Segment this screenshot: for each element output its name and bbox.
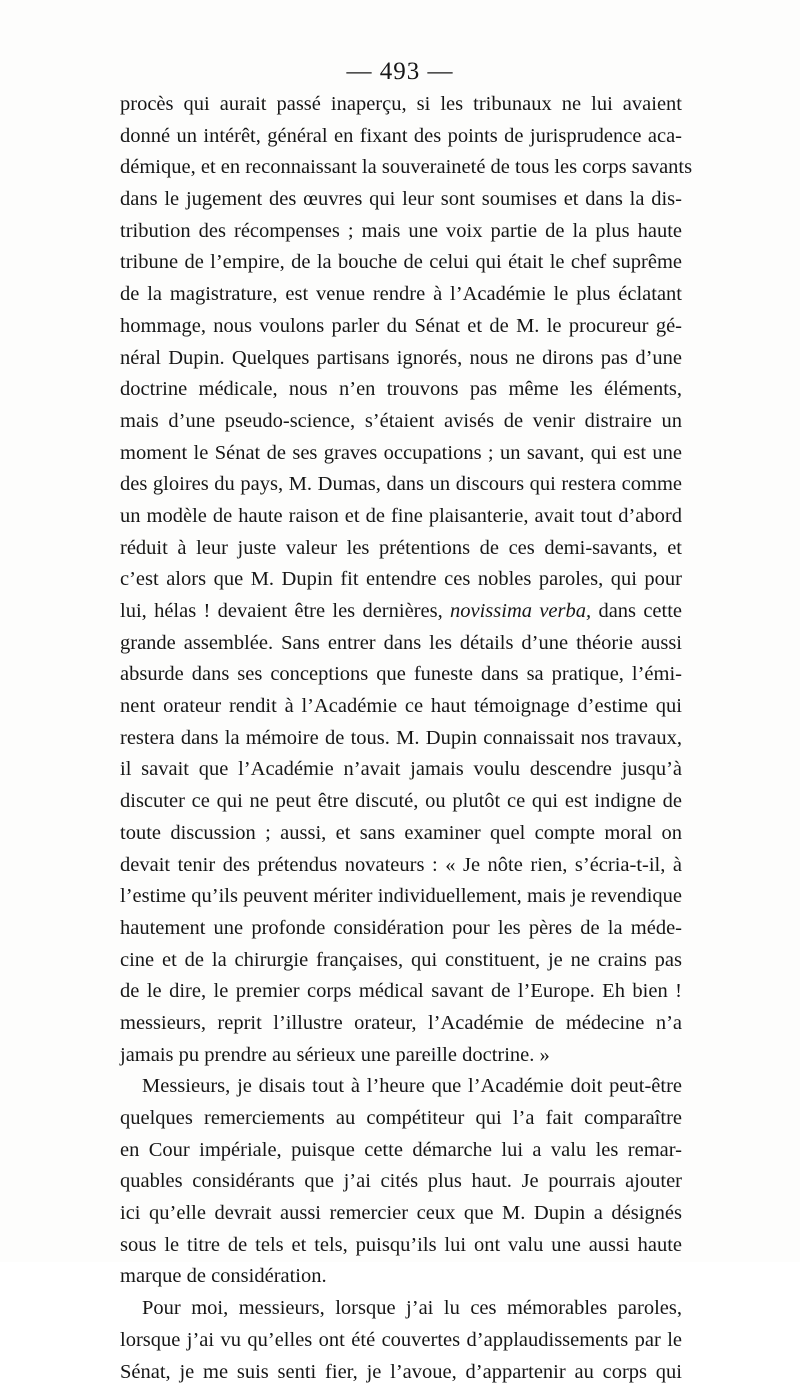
text-line: un modèle de haute raison et de fine plaisanterie, avait tout d’abord bbox=[120, 501, 682, 533]
text-line: mais d’une pseudo-science, s’étaient avisés de venir distraire un bbox=[120, 406, 682, 438]
text-line: donné un intérêt, général en fixant des points de jurisprudence aca- bbox=[120, 121, 682, 153]
text-line: toute discussion ; aussi, et sans examiner quel compte moral on bbox=[120, 818, 682, 850]
text-line: hommage, nous voulons parler du Sénat et de M. le procureur gé- bbox=[120, 311, 682, 343]
text-line-with-italic bbox=[120, 596, 682, 628]
text-line: dans le jugement des œuvres qui leur sont soumises et dans la dis- bbox=[120, 184, 682, 216]
text-line: hautement une profonde considération pour les pères de la méde- bbox=[120, 913, 682, 945]
text-segment: lui, hélas ! devaient être les dernières, bbox=[120, 600, 443, 622]
text-line: de le dire, le premier corps médical savant de l’Europe. Eh bien ! bbox=[120, 976, 682, 1008]
text-line: c’est alors que M. Dupin fit entendre ces nobles paroles, qui pour bbox=[120, 564, 682, 596]
paragraph-start-line: Pour moi, messieurs, lorsque j’ai lu ces mémorables paroles, bbox=[120, 1293, 682, 1325]
text-line: restera dans la mémoire de tous. M. Dupin connaissait nos travaux, bbox=[120, 723, 682, 755]
text-line: devait tenir des prétendus novateurs : « Je nôte rien, s’écria-t-il, à bbox=[120, 850, 682, 882]
text-line: démique, et en reconnaissant la souveraineté de tous les corps savants bbox=[120, 152, 682, 184]
text-segment: dans cette bbox=[598, 600, 682, 622]
text-line: quables considérants que j’ai cités plus haut. Je pourrais ajouter bbox=[120, 1166, 682, 1198]
text-line: tribune de l’empire, de la bouche de celui qui était le chef suprême bbox=[120, 247, 682, 279]
text-line: messieurs, reprit l’illustre orateur, l’Académie de médecine n’a bbox=[120, 1008, 682, 1040]
text-line: absurde dans ses conceptions que funeste dans sa pratique, l’émi- bbox=[120, 659, 682, 691]
text-line: nent orateur rendit à l’Académie ce haut témoignage d’estime qui bbox=[120, 691, 682, 723]
text-line: cine et de la chirurgie françaises, qui constituent, je ne crains pas bbox=[120, 945, 682, 977]
text-line: procès qui aurait passé inaperçu, si les tribunaux ne lui avaient bbox=[120, 89, 682, 121]
text-line: de la magistrature, est venue rendre à l’Académie le plus éclatant bbox=[120, 279, 682, 311]
text-line: en Cour impériale, puisque cette démarche lui a valu les remar- bbox=[120, 1135, 682, 1167]
body-text bbox=[120, 89, 682, 1388]
text-line: doctrine médicale, nous n’en trouvons pas même les éléments, bbox=[120, 374, 682, 406]
text-line: tribution des récompenses ; mais une voix partie de la plus haute bbox=[120, 216, 682, 248]
text-line: quelques remerciements au compétiteur qui l’a fait comparaître bbox=[120, 1103, 682, 1135]
text-line: l’estime qu’ils peuvent mériter individuellement, mais je revendique bbox=[120, 881, 682, 913]
text-line: ici qu’elle devrait aussi remercier ceux que M. Dupin a désignés bbox=[120, 1198, 682, 1230]
text-line: néral Dupin. Quelques partisans ignorés, nous ne dirons pas d’une bbox=[120, 343, 682, 375]
text-line: réduit à leur juste valeur les prétentions de ces demi-savants, et bbox=[120, 533, 682, 565]
page-number: — 493 — bbox=[0, 58, 800, 86]
text-line: moment le Sénat de ses graves occupations ; un savant, qui est une bbox=[120, 438, 682, 470]
italic-phrase: novissima verba, bbox=[450, 600, 591, 622]
text-line: Sénat, je me suis senti fier, je l’avoue, d’appartenir au corps qui bbox=[120, 1357, 682, 1388]
text-line: discuter ce qui ne peut être discuté, ou plutôt ce qui est indigne de bbox=[120, 786, 682, 818]
paragraph-start-line: Messieurs, je disais tout à l’heure que l’Académie doit peut-être bbox=[120, 1071, 682, 1103]
text-line: jamais pu prendre au sérieux une pareille doctrine. » bbox=[120, 1040, 682, 1072]
text-line: sous le titre de tels et tels, puisqu’ils lui ont valu une aussi haute bbox=[120, 1230, 682, 1262]
text-line: lorsque j’ai vu qu’elles ont été couvertes d’applaudissements par le bbox=[120, 1325, 682, 1357]
text-line: grande assemblée. Sans entrer dans les détails d’une théorie aussi bbox=[120, 628, 682, 660]
text-line: des gloires du pays, M. Dumas, dans un discours qui restera comme bbox=[120, 469, 682, 501]
text-line: il savait que l’Académie n’avait jamais voulu descendre jusqu’à bbox=[120, 754, 682, 786]
text-line: marque de considération. bbox=[120, 1261, 682, 1293]
